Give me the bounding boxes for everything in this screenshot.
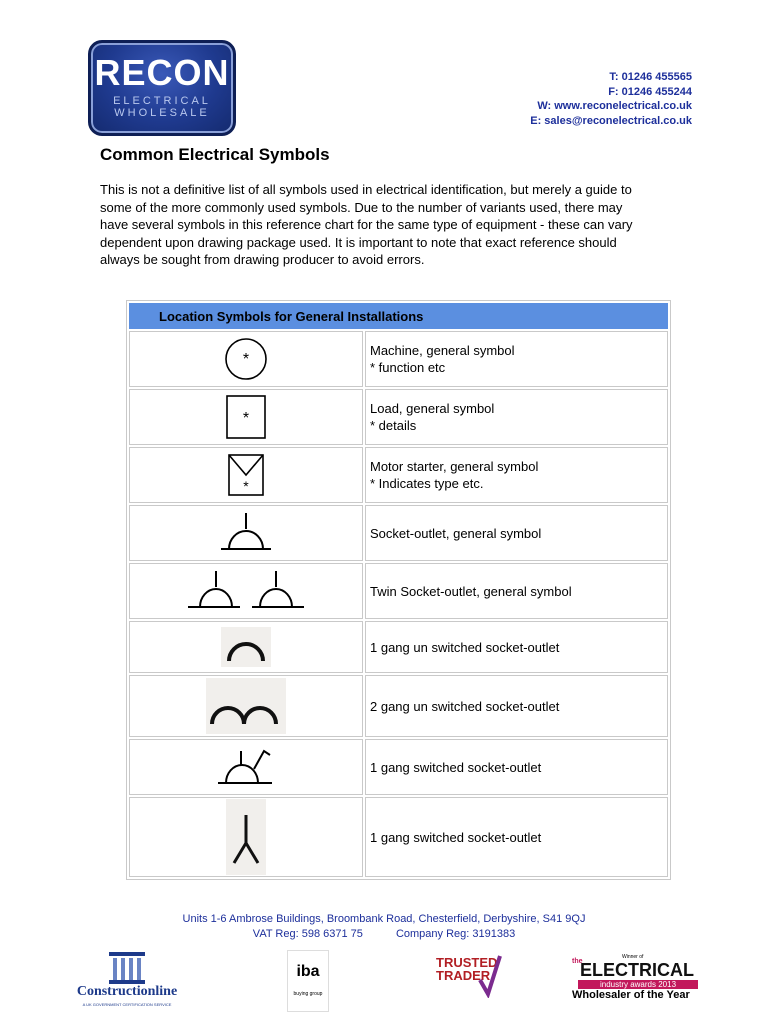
constructionline-badge bbox=[72, 950, 182, 1010]
awards-winner: Winner of bbox=[622, 954, 644, 960]
svg-text:*: * bbox=[242, 351, 250, 368]
contact-phone: T: 01246 455565 bbox=[609, 71, 692, 83]
iba-badge bbox=[287, 950, 329, 1012]
motor-starter-symbol-icon bbox=[227, 453, 265, 497]
trusted-trader-line-1: TRUSTED bbox=[436, 955, 498, 970]
constructionline-tagline: A UK GOVERNMENT CERTIFICATION SERVICE bbox=[82, 1002, 172, 1007]
intro-paragraph: This is not a definitive list of all symbols used in electrical identification, but merely a guide to some of the more commonly used symbols. Due to the number of variants used, there may have several symbols in this reference chart for the same type of equipment - these can vary dependent upon drawing package used. It is important to note that exact reference should always be sought from drawing producer to avoid errors. bbox=[100, 182, 633, 268]
twin-socket-outlet-symbol-icon bbox=[186, 569, 306, 613]
awards-tagline: Wholesaler of the Year bbox=[572, 989, 690, 1001]
building-columns-icon bbox=[107, 952, 147, 984]
one-gang-switched-socket-icon bbox=[216, 745, 276, 789]
one-gang-switched-socket-alt-icon bbox=[226, 799, 266, 875]
checkmark-icon bbox=[478, 954, 502, 998]
load-symbol-icon bbox=[225, 394, 267, 440]
symbols-table bbox=[126, 300, 671, 880]
machine-symbol-icon bbox=[223, 336, 269, 382]
row-label: 1 gang switched socket-outlet bbox=[370, 759, 542, 775]
row-note: * function etc bbox=[370, 360, 446, 375]
table-row bbox=[129, 797, 668, 877]
logo-line-2: WHOLESALE bbox=[114, 107, 210, 119]
socket-outlet-symbol-icon bbox=[219, 511, 273, 555]
row-label: 1 gang un switched socket-outlet bbox=[370, 639, 560, 655]
contact-email[interactable]: E: sales@reconelectrical.co.uk bbox=[530, 114, 692, 127]
table-row bbox=[129, 739, 668, 795]
row-label: Load, general symbol bbox=[370, 401, 495, 416]
contact-website[interactable]: W: www.reconelectrical.co.uk bbox=[537, 100, 692, 112]
table-row bbox=[129, 331, 668, 387]
logo-line-1: ELECTRICAL bbox=[113, 95, 211, 107]
contact-details bbox=[530, 70, 692, 128]
row-label: 1 gang switched socket-outlet bbox=[370, 829, 542, 845]
svg-text:*: * bbox=[242, 410, 250, 427]
svg-text:*: * bbox=[243, 478, 249, 494]
row-label: Machine, general symbol bbox=[370, 343, 515, 358]
table-row bbox=[129, 563, 668, 619]
table-row bbox=[129, 505, 668, 561]
table-row bbox=[129, 621, 668, 673]
awards-the: the bbox=[572, 958, 583, 965]
trusted-trader-badge bbox=[436, 950, 500, 1010]
logo-main-text: RECON bbox=[94, 52, 230, 93]
two-gang-unswitched-socket-icon bbox=[206, 678, 286, 734]
iba-sub: buying group bbox=[293, 991, 323, 997]
footer-company-reg: Company Reg: 3191383 bbox=[395, 928, 516, 940]
footer bbox=[0, 912, 768, 942]
trusted-trader-line-2: TRADER bbox=[436, 968, 491, 983]
constructionline-name: Constructionline bbox=[76, 984, 178, 999]
row-note: * details bbox=[370, 418, 417, 433]
row-label: 2 gang un switched socket-outlet bbox=[370, 698, 560, 714]
page-title: Common Electrical Symbols bbox=[100, 145, 330, 164]
contact-fax: F: 01246 455244 bbox=[608, 85, 692, 98]
table-heading: Location Symbols for General Installations bbox=[129, 303, 668, 329]
footer-address: Units 1-6 Ambrose Buildings, Broombank Road, Chesterfield, Derbyshire, S41 9QJ bbox=[182, 913, 586, 925]
electrical-awards-badge bbox=[570, 950, 700, 1004]
recon-logo bbox=[88, 40, 236, 136]
table-row bbox=[129, 447, 668, 503]
footer-vat: VAT Reg: 598 6371 75 bbox=[252, 928, 363, 940]
awards-band: industry awards 2013 bbox=[578, 980, 698, 989]
table-row bbox=[129, 675, 668, 737]
one-gang-unswitched-socket-icon bbox=[221, 627, 271, 667]
row-note: * Indicates type etc. bbox=[370, 476, 484, 491]
row-label: Socket-outlet, general symbol bbox=[370, 525, 542, 541]
row-label: Twin Socket-outlet, general symbol bbox=[370, 583, 572, 599]
footer-registration bbox=[0, 927, 768, 942]
row-label: Motor starter, general symbol bbox=[370, 459, 539, 474]
iba-name: iba bbox=[296, 963, 320, 980]
table-row bbox=[129, 389, 668, 445]
awards-title: ELECTRICAL bbox=[580, 960, 694, 980]
